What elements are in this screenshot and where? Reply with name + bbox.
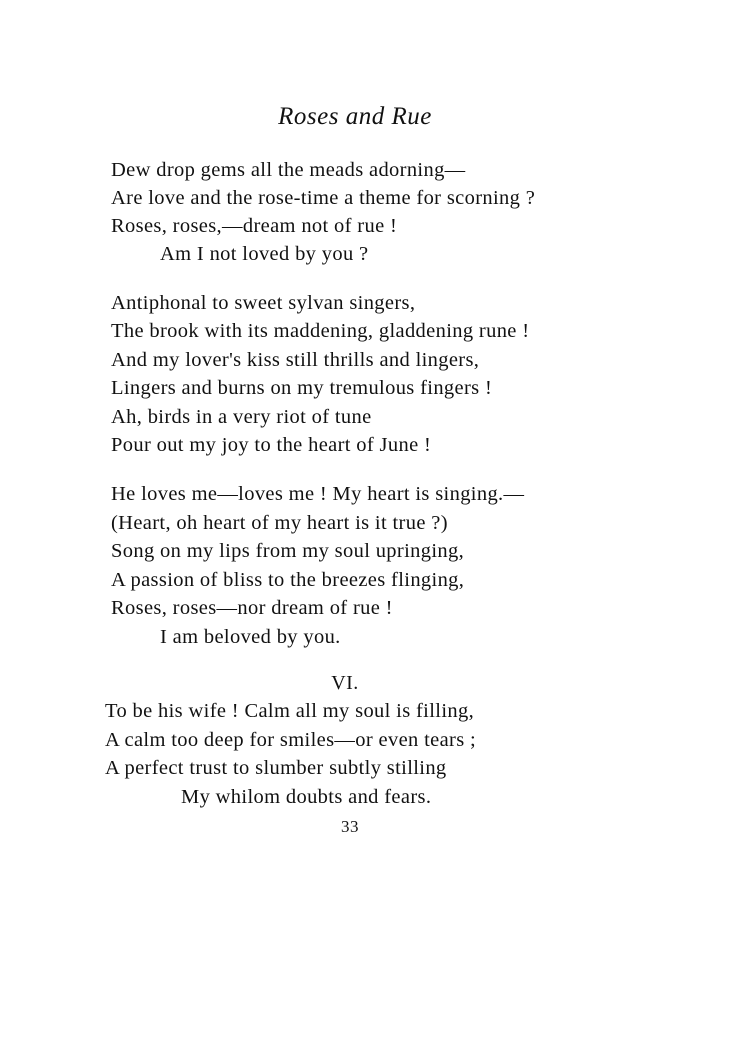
- verse-line: (Heart, oh heart of my heart is it true ?): [111, 512, 448, 534]
- verse-line: Ah, birds in a very riot of tune: [111, 406, 372, 428]
- verse-line: Are love and the rose-time a theme for scorning ?: [111, 187, 536, 209]
- verse-line: My whilom doubts and fears.: [181, 786, 432, 808]
- verse-line: And my lover's kiss still thrills and lingers,: [111, 349, 480, 371]
- page-title: Roses and Rue: [278, 103, 432, 130]
- verse-line: Roses, roses,—dream not of rue !: [111, 215, 398, 237]
- section-heading: VI.: [331, 672, 359, 694]
- verse-line: Am I not loved by you ?: [160, 243, 369, 265]
- verse-line: Song on my lips from my soul upringing,: [111, 540, 465, 562]
- page-number: 33: [341, 817, 359, 836]
- verse-line: The brook with its maddening, gladdening rune !: [111, 320, 530, 342]
- verse-line: Antiphonal to sweet sylvan singers,: [111, 292, 416, 314]
- verse-line: Pour out my joy to the heart of June !: [111, 434, 432, 456]
- verse-line: I am beloved by you.: [160, 626, 341, 648]
- verse-line: A passion of bliss to the breezes flinging,: [111, 569, 465, 591]
- verse-line: Roses, roses—nor dream of rue !: [111, 597, 393, 619]
- verse-line: Lingers and burns on my tremulous fingers !: [111, 377, 493, 399]
- verse-line: He loves me—loves me ! My heart is singing.—: [111, 483, 525, 505]
- verse-line: A calm too deep for smiles—or even tears ;: [105, 729, 477, 751]
- verse-line: To be his wife ! Calm all my soul is filling,: [105, 700, 475, 722]
- verse-line: A perfect trust to slumber subtly stilling: [105, 757, 447, 779]
- verse-line: Dew drop gems all the meads adorning—: [111, 159, 466, 181]
